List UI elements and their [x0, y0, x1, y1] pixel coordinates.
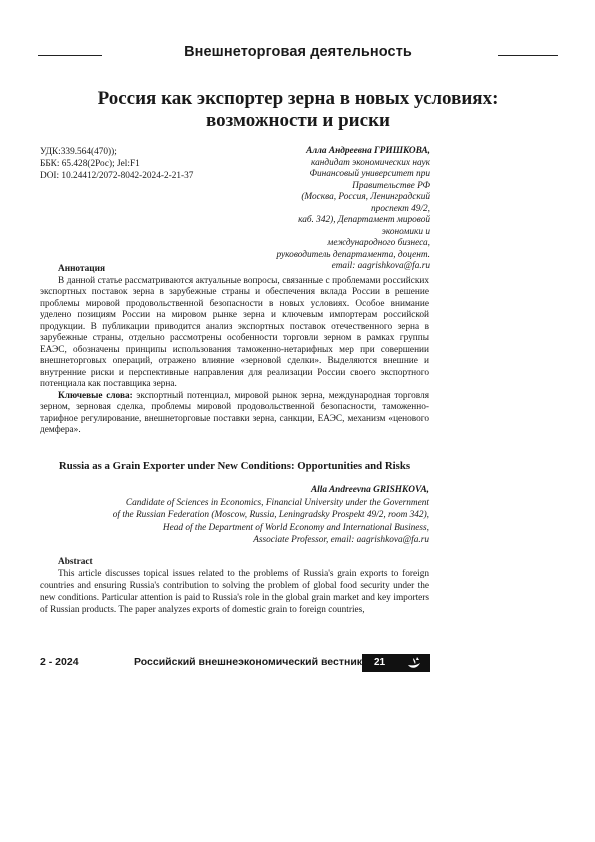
keywords-text: экспортный потенциал, мировой рынок зерна, международная торговля зерном, зерновая сделка, проблемы мировой продовольственной безопасности, таможенно-тарифное регулирование, внешнеторговые поставки зерна, санкции, ЕАЭС, механизм «ценового демфера». — [40, 390, 429, 435]
author-line: Финансовый университет при Правительстве РФ — [309, 169, 430, 191]
author-line: кандидат экономических наук — [311, 157, 430, 168]
author-name-ru: Алла Андреевна ГРИШКОВА, — [306, 146, 430, 156]
classification-codes — [40, 146, 260, 182]
article-title — [38, 88, 558, 132]
author-line-en: Candidate of Sciences in Economics, Financial University under the Government — [125, 497, 429, 508]
author-line: руководитель департамента, доцент. — [276, 249, 430, 260]
article-title-line-1: Россия как экспортер зерна в новых условиях: — [97, 88, 499, 109]
abstract-ru — [40, 264, 429, 437]
author-name-en: Alla Andreevna GRISHKOVA, — [310, 485, 429, 495]
abstract-text-ru: В данной статье рассматриваются актуальные вопросы, связанные с проблемами российских экспортных поставок зерна в зарубежные страны и обеспечения вклада России в решение проблемы мировой продовольственной безопасности в новых условиях. Особое внимание уделено позициям России на мировом рынке зерна и ключевым импортерам российской продукции. В публикации приводится анализ экспортных поставок отечественного зерна в зарубежные страны, отдельно рассмотрены особенности торговли зерном в рамках группы ЕАЭС, обозначены принципы использования таможенно-нетарифных мер при совершении внешнеторговых операций, отражено влияние «зерновой сделки». Выделяются внешние и внутренние риски и перспективные направления для реализации России своего экспортного потенциала как поставщика зерна. — [40, 275, 429, 389]
keywords-ru — [40, 391, 429, 437]
author-info-ru — [262, 146, 430, 273]
section-title: Внешнеторговая деятельность — [184, 44, 412, 60]
page-number-box — [362, 654, 430, 672]
abstract-en — [40, 556, 429, 616]
issue-number: 2 - 2024 — [40, 656, 79, 668]
article-title-en: Russia as a Grain Exporter under New Conditions: Opportunities and Risks — [58, 460, 411, 472]
header-rule-right — [498, 55, 558, 56]
section-header — [38, 44, 558, 66]
author-info-en — [40, 484, 429, 547]
abstract-heading-en: Abstract — [58, 557, 93, 567]
article-title-line-2: возможности и риски — [206, 110, 390, 131]
page-footer — [40, 654, 430, 672]
abstract-text-en: This article discusses topical issues related to the problems of Russia's grain exports to foreign countries and ensuring Russia's contribution to solving the problem of global food security under the new conditions. Particular attention is paid to Russia's role in the global grain market and key importers of Russian products. The paper analyzes exports of domestic grain to foreign countries, — [40, 569, 429, 615]
abstract-heading-ru: Аннотация — [58, 264, 106, 274]
author-line: каб. 342), Департамент мировой экономики и — [298, 215, 430, 237]
author-line-en: Associate Professor, email: aagrishkova@fa.ru — [253, 535, 429, 545]
author-line-en: of the Russian Federation (Moscow, Russia, Leningradsky Prospekt 49/2, room 342), — [112, 510, 429, 520]
author-line: международного бизнеса, — [327, 238, 430, 248]
page-number: 21 — [374, 657, 386, 668]
journal-logo-icon — [406, 656, 422, 670]
journal-name: Российский внешнеэкономический вестник — [134, 656, 363, 668]
udc-code: УДК:339.564(470)); — [40, 147, 117, 157]
doi: DOI: 10.24412/2072-8042-2024-2-21-37 — [40, 171, 194, 181]
author-line: (Москва, Россия, Ленинградский проспект 49/2, — [301, 192, 430, 214]
author-email-ru: email: aagrishkova@fa.ru — [331, 261, 430, 271]
bbk-code: ББК: 65.428(2Рос); Jel:F1 — [40, 159, 140, 169]
keywords-label: Ключевые слова: — [58, 390, 133, 401]
author-line-en: Head of the Department of World Economy and International Business, — [162, 522, 429, 533]
